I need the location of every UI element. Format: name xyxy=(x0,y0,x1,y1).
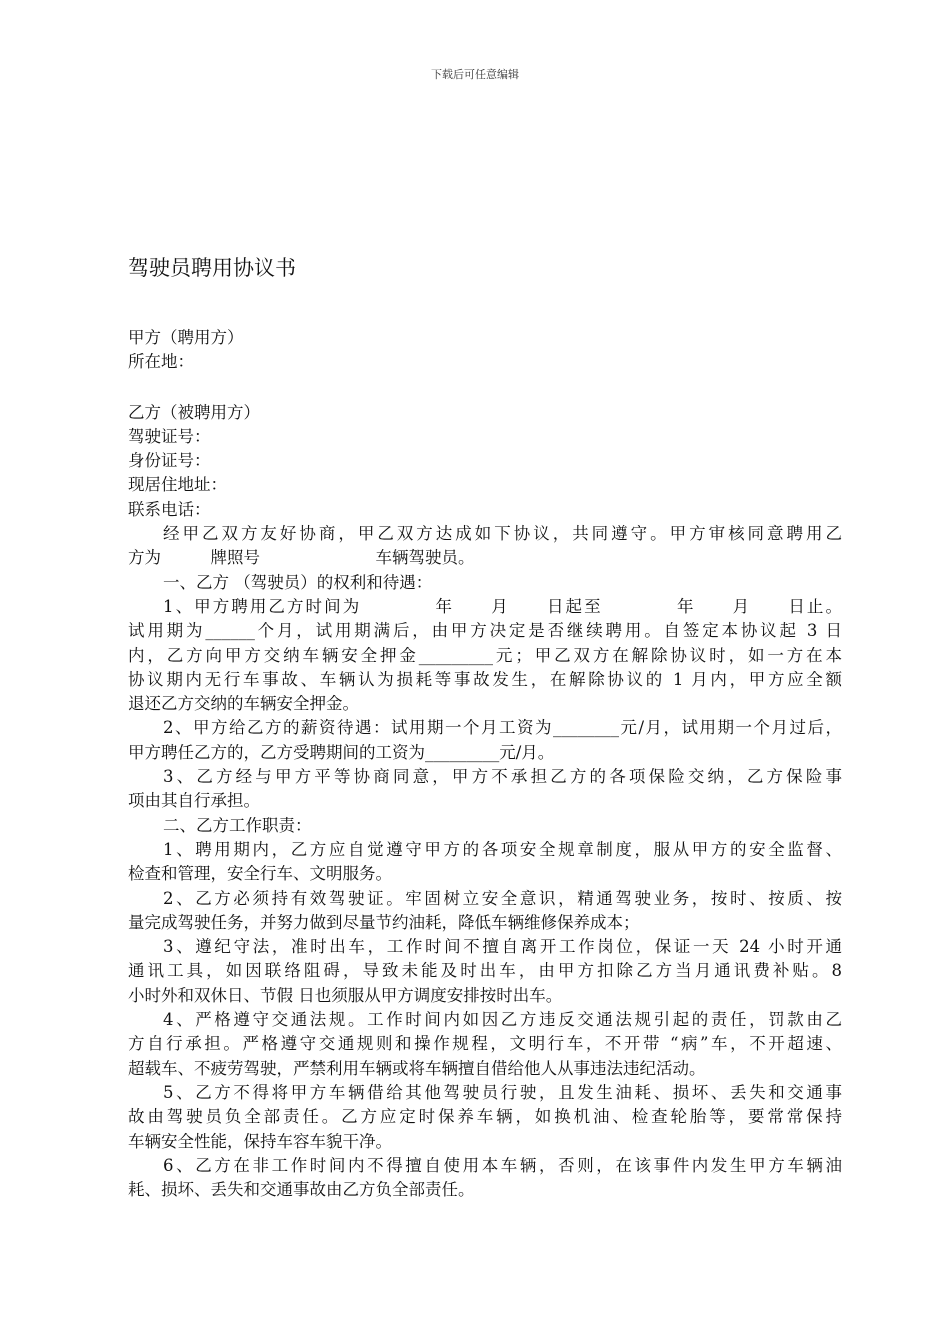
paragraph-line: 4、严格遵守交通法规。工作时间内如因乙方违反交通法规引起的责任，罚款由乙 xyxy=(163,1010,842,1030)
paragraph-line: 车辆安全性能，保持车容车貌干净。 xyxy=(128,1131,392,1151)
paragraph-line: 超载车、不疲劳驾驶，严禁利用车辆或将车辆擅自借给他人从事违法违纪活动。 xyxy=(128,1058,706,1078)
paragraph-line: 小时外和双休日、节假 日也须服从甲方调度安排按时出车。 xyxy=(128,985,563,1005)
party-b-phone-label: 联系电话： xyxy=(128,499,211,519)
document-title: 驾驶员聘用协议书 xyxy=(128,256,296,280)
paragraph-line: 量完成驾驶任务，并努力做到尽量节约油耗，降低车辆维修保养成本； xyxy=(128,912,640,932)
paragraph-line: 项由其自行承担。 xyxy=(128,791,260,811)
party-b-label: 乙方（被聘用方） xyxy=(128,402,260,422)
paragraph-line: 协议期内无行车事故、车辆认为损耗等事故发生，在解除协议的 1 月内，甲方应全额 xyxy=(128,669,842,689)
paragraph-line: 内，乙方向甲方交纳车辆安全押金_________元；甲乙双方在解除协议时，如一方在本 xyxy=(128,645,842,665)
header-note: 下载后可任意编辑 xyxy=(431,68,519,81)
paragraph-line: 5、乙方不得将甲方车辆借给其他驾驶员行驶，且发生油耗、损坏、丢失和交通事 xyxy=(163,1082,842,1102)
paragraph-line: 2、乙方必须持有效驾驶证。牢固树立安全意识，精通驾驶业务，按时、按质、按 xyxy=(163,888,842,908)
paragraph-line: 检查和管理，安全行车、文明服务。 xyxy=(128,864,392,884)
paragraph-line: 1、甲方聘用乙方时间为 年 月 日起至 年 月 日止。 xyxy=(163,596,842,616)
paragraph-line: 试用期为______个月，试用期满后，由甲方决定是否继续聘用。自签定本协议起 3 日 xyxy=(128,621,842,641)
party-b-id-label: 身份证号： xyxy=(128,451,211,471)
section1-heading: 一、乙方 （驾驶员）的权利和待遇： xyxy=(163,572,433,592)
paragraph-line: 通讯工具，如因联络阻碍，导致未能及时出车，由甲方扣除乙方当月通讯费补贴。8 xyxy=(128,961,842,981)
intro-line: 经甲乙双方友好协商，甲乙双方达成如下协议，共同遵守。甲方审核同意聘用乙 xyxy=(163,524,842,544)
document-body xyxy=(128,326,842,1202)
paragraph-line: 退还乙方交纳的车辆安全押金。 xyxy=(128,694,359,714)
spacer xyxy=(128,375,842,399)
paragraph-line: 2、甲方给乙方的薪资待遇：试用期一个月工资为________元/月，试用期一个月过后， xyxy=(163,718,842,738)
paragraph-line: 3、乙方经与甲方平等协商同意，甲方不承担乙方的各项保险交纳，乙方保险事 xyxy=(163,767,842,787)
party-a-label: 甲方（聘用方） xyxy=(128,328,244,347)
section2-heading: 二、乙方工作职责： xyxy=(163,815,312,835)
paragraph-line: 故由驾驶员负全部责任。乙方应定时保养车辆，如换机油、检查轮胎等，要常常保持 xyxy=(128,1107,842,1127)
intro-line: 方为 牌照号 车辆驾驶员。 xyxy=(128,548,475,568)
paragraph-line: 3、遵纪守法，准时出车，工作时间不擅自离开工作岗位，保证一天 24 小时开通 xyxy=(163,937,842,957)
paragraph-line: 耗、损坏、丢失和交通事故由乙方负全部责任。 xyxy=(128,1180,475,1200)
paragraph-line: 6、乙方在非工作时间内不得擅自使用本车辆，否则，在该事件内发生甲方车辆油 xyxy=(163,1155,842,1175)
paragraph-line: 甲方聘任乙方的，乙方受聘期间的工资为_________元/月。 xyxy=(128,742,555,762)
paragraph-line: 1、聘用期内，乙方应自觉遵守甲方的各项安全规章制度，服从甲方的安全监督、 xyxy=(163,839,842,859)
paragraph-line: 方自行承担。严格遵守交通规则和操作规程，文明行车，不开带 “病”车，不开超速、 xyxy=(128,1034,842,1054)
party-b-residence-label: 现居住地址： xyxy=(128,475,227,495)
party-b-license-label: 驾驶证号： xyxy=(128,426,211,446)
party-a-address-label: 所在地： xyxy=(128,352,194,372)
